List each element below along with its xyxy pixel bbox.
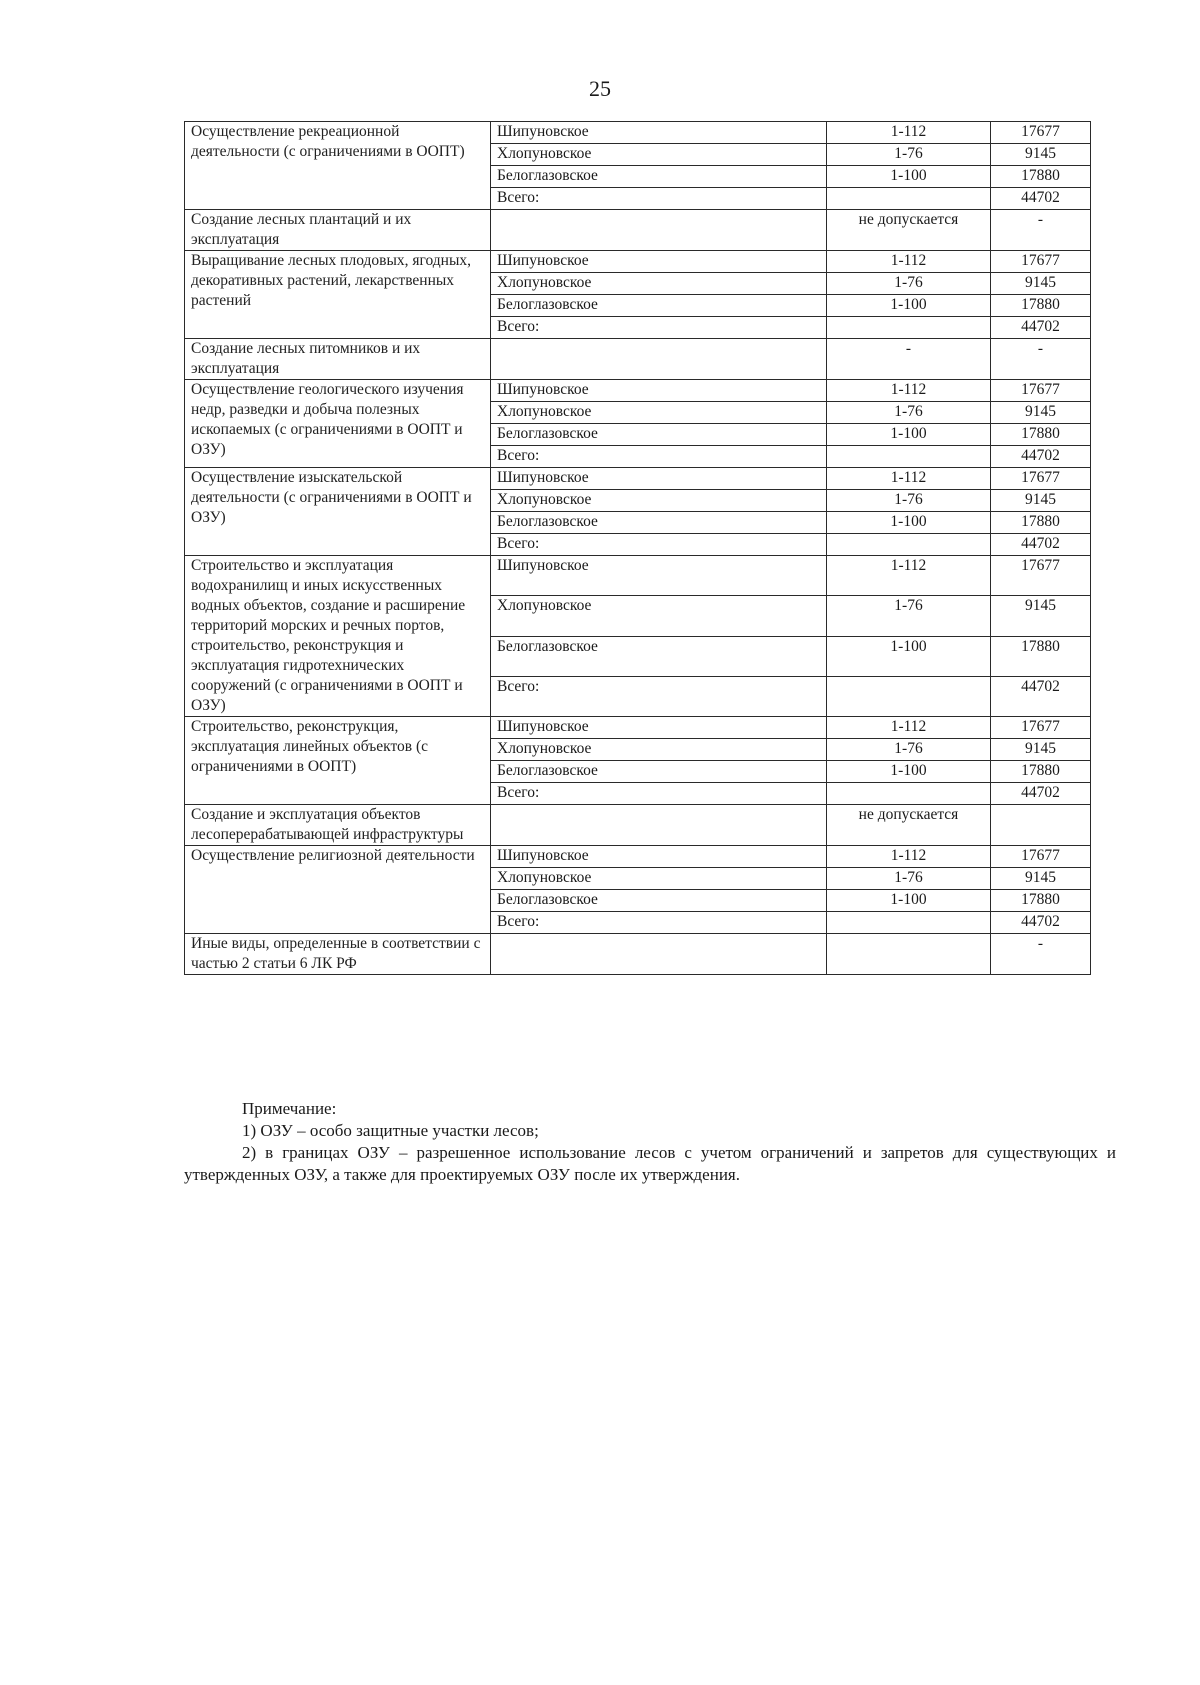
table-body bbox=[185, 122, 1091, 975]
area-cell: 9145 bbox=[991, 490, 1091, 512]
total-area-cell: 44702 bbox=[991, 783, 1091, 805]
quarters-cell: 1-76 bbox=[827, 739, 991, 761]
table-row bbox=[185, 210, 1091, 251]
total-label-cell: Всего: bbox=[491, 188, 827, 210]
forestry-cell: Хлопуновское bbox=[491, 402, 827, 424]
forestry-cell: Белоглазовское bbox=[491, 890, 827, 912]
table-row bbox=[185, 380, 1091, 402]
area-cell: 17677 bbox=[991, 468, 1091, 490]
forestry-cell: Шипуновское bbox=[491, 251, 827, 273]
activity-cell: Создание лесных плантаций и их эксплуатация bbox=[185, 210, 491, 251]
quarters-cell: 1-112 bbox=[827, 380, 991, 402]
forestry-cell: Шипуновское bbox=[491, 468, 827, 490]
total-area-cell: 44702 bbox=[991, 188, 1091, 210]
forestry-cell: Шипуновское bbox=[491, 122, 827, 144]
forestry-cell: Шипуновское bbox=[491, 846, 827, 868]
total-quarters-cell bbox=[827, 783, 991, 805]
table-row bbox=[185, 717, 1091, 739]
area-cell: 17880 bbox=[991, 890, 1091, 912]
area-cell: 17677 bbox=[991, 251, 1091, 273]
activity-cell: Иные виды, определенные в соответствии с частью 2 статьи 6 ЛК РФ bbox=[185, 934, 491, 975]
table-row bbox=[185, 251, 1091, 273]
forestry-cell: Шипуновское bbox=[491, 556, 827, 596]
table-row bbox=[185, 934, 1091, 975]
forestry-cell: Хлопуновское bbox=[491, 868, 827, 890]
area-cell: 9145 bbox=[991, 739, 1091, 761]
forestry-cell: Белоглазовское bbox=[491, 166, 827, 188]
area-cell: 17880 bbox=[991, 636, 1091, 676]
forestry-cell bbox=[491, 934, 827, 975]
forestry-cell: Шипуновское bbox=[491, 717, 827, 739]
quarters-cell: 1-100 bbox=[827, 295, 991, 317]
activity-cell: Создание лесных питомников и их эксплуатация bbox=[185, 339, 491, 380]
forestry-cell: Хлопуновское bbox=[491, 490, 827, 512]
table-row bbox=[185, 556, 1091, 596]
area-cell: 17677 bbox=[991, 846, 1091, 868]
area-cell: 9145 bbox=[991, 596, 1091, 636]
area-cell: 9145 bbox=[991, 868, 1091, 890]
total-label-cell: Всего: bbox=[491, 676, 827, 716]
quarters-cell: 1-76 bbox=[827, 490, 991, 512]
quarters-cell: 1-112 bbox=[827, 122, 991, 144]
total-label-cell: Всего: bbox=[491, 317, 827, 339]
activity-cell: Осуществление рекреационной деятельности (с ограничениями в ООПТ) bbox=[185, 122, 491, 210]
area-cell: 17677 bbox=[991, 122, 1091, 144]
total-area-cell: 44702 bbox=[991, 446, 1091, 468]
quarters-cell bbox=[827, 934, 991, 975]
area-cell: 17677 bbox=[991, 556, 1091, 596]
activity-cell: Осуществление религиозной деятельности bbox=[185, 846, 491, 934]
area-cell: 17880 bbox=[991, 761, 1091, 783]
activity-cell: Выращивание лесных плодовых, ягодных, декоративных растений, лекарственных растений bbox=[185, 251, 491, 339]
forestry-cell: Хлопуновское bbox=[491, 273, 827, 295]
total-quarters-cell bbox=[827, 446, 991, 468]
quarters-cell: 1-112 bbox=[827, 468, 991, 490]
forestry-cell: Белоглазовское bbox=[491, 636, 827, 676]
quarters-cell: - bbox=[827, 339, 991, 380]
area-cell: 9145 bbox=[991, 144, 1091, 166]
table-row bbox=[185, 122, 1091, 144]
quarters-cell: не допускается bbox=[827, 210, 991, 251]
forestry-cell: Хлопуновское bbox=[491, 739, 827, 761]
forestry-cell: Шипуновское bbox=[491, 380, 827, 402]
area-cell: 17880 bbox=[991, 512, 1091, 534]
total-area-cell: 44702 bbox=[991, 912, 1091, 934]
forestry-cell: Белоглазовское bbox=[491, 295, 827, 317]
quarters-cell: 1-76 bbox=[827, 868, 991, 890]
total-label-cell: Всего: bbox=[491, 783, 827, 805]
total-label-cell: Всего: bbox=[491, 446, 827, 468]
area-cell: 17677 bbox=[991, 717, 1091, 739]
quarters-cell: 1-112 bbox=[827, 717, 991, 739]
forest-use-table bbox=[184, 121, 1091, 975]
table-row bbox=[185, 805, 1091, 846]
area-cell bbox=[991, 805, 1091, 846]
table-row bbox=[185, 846, 1091, 868]
quarters-cell: 1-100 bbox=[827, 761, 991, 783]
total-label-cell: Всего: bbox=[491, 534, 827, 556]
quarters-cell: 1-76 bbox=[827, 596, 991, 636]
quarters-cell: 1-100 bbox=[827, 890, 991, 912]
area-cell: 9145 bbox=[991, 273, 1091, 295]
forestry-cell: Белоглазовское bbox=[491, 512, 827, 534]
page-number: 25 bbox=[589, 76, 611, 101]
area-cell: 17880 bbox=[991, 424, 1091, 446]
forestry-cell bbox=[491, 805, 827, 846]
total-label-cell: Всего: bbox=[491, 912, 827, 934]
total-quarters-cell bbox=[827, 534, 991, 556]
total-quarters-cell bbox=[827, 317, 991, 339]
area-cell: 17880 bbox=[991, 295, 1091, 317]
quarters-cell: 1-100 bbox=[827, 636, 991, 676]
activity-cell: Осуществление изыскательской деятельности (с ограничениями в ООПТ и ОЗУ) bbox=[185, 468, 491, 556]
total-area-cell: 44702 bbox=[991, 676, 1091, 716]
forestry-cell bbox=[491, 210, 827, 251]
total-area-cell: 44702 bbox=[991, 534, 1091, 556]
forestry-cell: Хлопуновское bbox=[491, 144, 827, 166]
forestry-cell: Белоглазовское bbox=[491, 424, 827, 446]
forestry-cell: Белоглазовское bbox=[491, 761, 827, 783]
activity-cell: Строительство, реконструкция, эксплуатация линейных объектов (с ограничениями в ООПТ) bbox=[185, 717, 491, 805]
note-item-2: 2) в границах ОЗУ – разрешенное использование лесов с учетом ограничений и запретов для существующих и утвержденных ОЗУ, а также для проектируемых ОЗУ после их утверждения. bbox=[184, 1143, 1116, 1184]
quarters-cell: 1-112 bbox=[827, 556, 991, 596]
area-cell: - bbox=[991, 210, 1091, 251]
table-row bbox=[185, 339, 1091, 380]
quarters-cell: не допускается bbox=[827, 805, 991, 846]
area-cell: 9145 bbox=[991, 402, 1091, 424]
activity-cell: Создание и эксплуатация объектов лесоперерабатывающей инфраструктуры bbox=[185, 805, 491, 846]
activity-cell: Строительство и эксплуатация водохранилищ и иных искусственных водных объектов, создание и расширение территорий морских и речных портов, строительство, реконструкция и эксплуатация гидротехнических сооружений (с ограничениями в ООПТ и ОЗУ) bbox=[185, 556, 491, 717]
area-cell: - bbox=[991, 339, 1091, 380]
total-quarters-cell bbox=[827, 188, 991, 210]
quarters-cell: 1-100 bbox=[827, 512, 991, 534]
total-quarters-cell bbox=[827, 676, 991, 716]
activity-cell: Осуществление геологического изучения недр, разведки и добыча полезных ископаемых (с ограничениями в ООПТ и ОЗУ) bbox=[185, 380, 491, 468]
quarters-cell: 1-76 bbox=[827, 144, 991, 166]
quarters-cell: 1-76 bbox=[827, 402, 991, 424]
quarters-cell: 1-100 bbox=[827, 424, 991, 446]
quarters-cell: 1-112 bbox=[827, 846, 991, 868]
note-title: Примечание: bbox=[242, 1099, 337, 1118]
table-row bbox=[185, 468, 1091, 490]
note-item-1: 1) ОЗУ – особо защитные участки лесов; bbox=[242, 1121, 539, 1140]
area-cell: 17880 bbox=[991, 166, 1091, 188]
total-area-cell: 44702 bbox=[991, 317, 1091, 339]
quarters-cell: 1-112 bbox=[827, 251, 991, 273]
quarters-cell: 1-100 bbox=[827, 166, 991, 188]
area-cell: - bbox=[991, 934, 1091, 975]
note-block bbox=[184, 1098, 1116, 1186]
forestry-cell bbox=[491, 339, 827, 380]
total-quarters-cell bbox=[827, 912, 991, 934]
forestry-cell: Хлопуновское bbox=[491, 596, 827, 636]
area-cell: 17677 bbox=[991, 380, 1091, 402]
quarters-cell: 1-76 bbox=[827, 273, 991, 295]
